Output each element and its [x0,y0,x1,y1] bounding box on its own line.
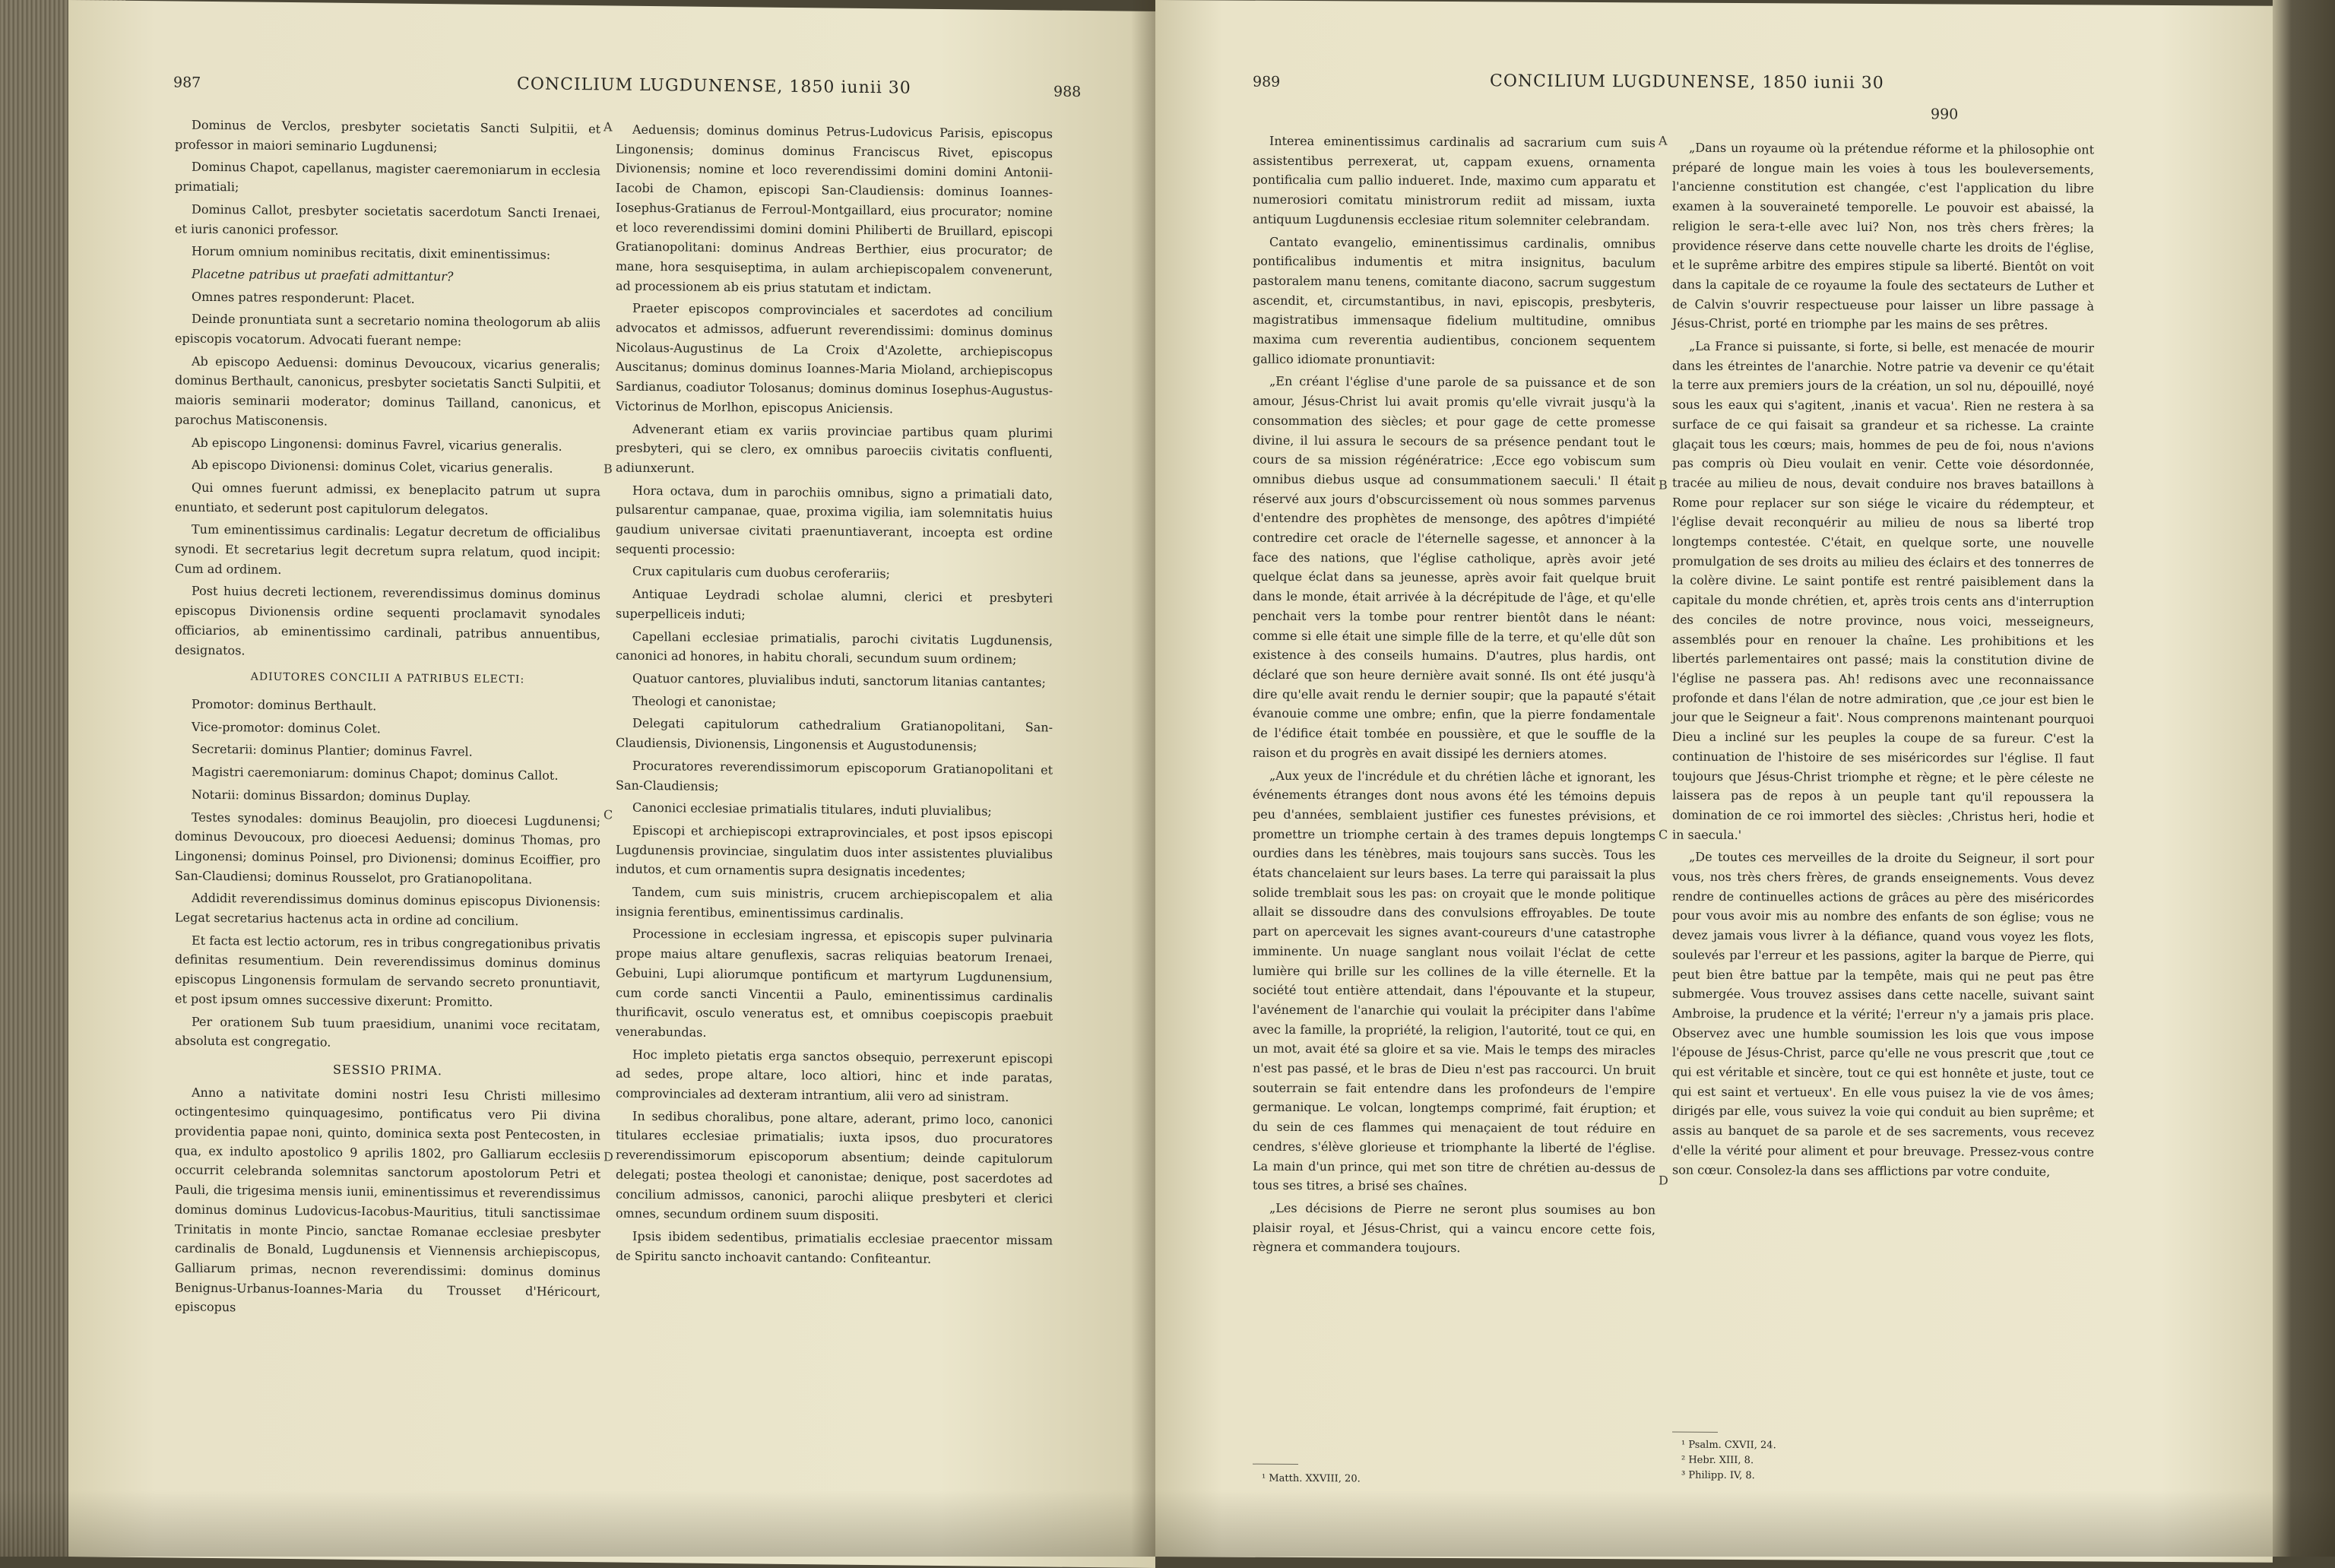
paragraph: Vice-promotor: dominus Colet. [192,719,381,736]
margin-letter-d: D [604,1149,613,1164]
footnotes-left-column [1262,1471,1566,1488]
paragraph: Antiquae Leydradi scholae alumni, clerici et presbyteri superpelliceis induti; [616,586,1053,622]
paragraph: Capellani ecclesiae primatialis, parochi civitatis Lugdunensis, canonici ad honores, in habitu chorali, secundum suum ordinem; [616,629,1053,667]
paragraph: Notarii: dominus Bissardon; dominus Duplay. [192,787,471,805]
paragraph: Processione in ecclesiam ingressa, et episcopis super pulvinaria prope maius altare genuflexis, sacras reliquias beatorum Irenaei, Gebuini, Lupi aliorumque pontificum et martyrum Lugdunensium, cum corde sancti Vincentii a Paulo, eminentissimus cardinalis thurificavit, osculo veneratus est, et omnibus coepiscopis praebuit venerabundas. [616,927,1053,1040]
margin-letter-a: A [1659,133,1668,148]
paragraph: Omnes patres responderunt: Placet. [192,289,415,306]
right-page [1155,0,2273,1563]
list-heading: ADIUTORES CONCILII A PATRIBUS ELECTI: [250,670,525,686]
footnote: ³ Philipp. IV, 8. [1681,1469,1755,1482]
paragraph: Post huius decreti lectionem, reverendissimus dominus dominus episcopus Divionensis ordine sequenti proclamavit synodales officiarios, ab eminentissimo cardinali, patribus annuentibus, designatos. [175,584,600,658]
margin-letter-b: B [604,461,613,477]
footnote-rule-right [1672,1432,1718,1433]
paragraph: Quatuor cantores, pluvialibus induti, sanctorum litanias cantantes; [632,670,1046,690]
page-number-987: 987 [173,74,201,91]
margin-letter-c: C [604,807,613,822]
paragraph: Procuratores reverendissimorum episcoporum Gratianopolitani et San-Claudiensis; [616,758,1053,794]
paragraph: Addidit reverendissimus dominus dominus episcopus Divionensis: Legat secretarius hactenus acta in ordine ad concilium. [175,891,600,929]
left-page [68,0,1155,1568]
paragraph: „Les décisions de Pierre ne seront plus soumises au bon plaisir royal, et Jésus-Christ, qui a vaincu encore cette fois, règnera et commandera toujours. [1253,1200,1655,1256]
page-bottom-shadow [0,1490,2335,1557]
paragraph: Aeduensis; dominus dominus Petrus-Ludovicus Parisis, episcopus Lingonensis; dominus dominus Franciscus Rivet, episcopus Divionensis; nomine et loco reverendissimi domini domini Antonii-Iacobi de Chamon, episcopi San-Claudiensis: dominus Ioannes-Iosephus-Gratianus de Ferroul-Montgaillard, eius procurator; nomine et loco reverendissimi domini domini Philiberti de Bruillard, episcopi Gratianopolitani: dominus Andreas Berthier, eius procurator; de mane, hora sesquiseptima, in aulam archiepiscopalem convenerunt, ad processionem ab eis prius statutam et indictam. [616,122,1053,296]
paragraph: „Aux yeux de l'incrédule et du chrétien lâche et ignorant, les événements étranges dont nous avons été les témoins depuis peu d'années, semblaient justifier ces funestes prévisions, et promettre un triomphe certain à des trames depuis longtemps ourdies dans les ténèbres, mais toujours sans succès. Tous les états chancelaient sur leurs bases. La terre qui paraissait la plus solide tremblait sous les pas: on croyait que le monde politique allait se dissoudre dans des convulsions effroyables. De toute part on apercevait les signes avant-coureurs d'une catastrophe imminente. Un nuage sanglant nous voilait l'éclat de cette lumière qui brille sur les collines de la ville éternelle. Et la société tout entière attendait, dans l'épouvante et la stupeur, l'avénement de l'anarchie qui voulait la précipiter dans l'abîme avec la famille, la propriété, la religion, l'autorité, tout ce qui, en un mot, avait été sa gloire et sa vie. Mais le temps des miracles n'est pas passé, et le bras de Dieu n'est pas raccourci. Un bruit souterrain se fait entendre dans les profondeurs de l'empire germanique. Le volcan, longtemps comprimé, fait éruption; et du sein de ces flammes qui menaçaient de tout réduire en cendres, s'élève glorieuse et triomphante la liberté de l'église. La main d'un prince, qui met son titre de chrétien au-dessus de tous ses titres, a brisé ses chaînes. [1253,768,1655,1194]
paragraph: Dominus Chapot, capellanus, magister caeremoniarum in ecclesia primatiali; [175,160,600,195]
right-page-column-2 [1672,138,2094,1185]
paragraph: Crux capitularis cum duobus ceroferariis; [632,564,890,581]
margin-letter-b: B [1659,477,1668,493]
paragraph: Magistri caeremoniarum: dominus Chapot; dominus Callot. [192,764,559,783]
paragraph: Praeter episcopos comprovinciales et sacerdotes ad concilium advocatos et admissos, adfuerunt reverendissimi: dominus dominus Nicolaus-Augustinus de La Croix d'Azolette, archiepiscopus Auscitanus; dominus dominus Ioannes-Maria Mioland, archiepiscopus Sardianus, coadiutor Tolosanus; dominus dominus Iosephus-Augustus-Victorinus de Morlhon, episcopus Aniciensis. [616,301,1053,417]
running-head-right: CONCILIUM LUGDUNENSE, 1850 iunii 30 [1490,71,1884,93]
paragraph: Tandem, cum suis ministris, crucem archiepiscopalem et alia insignia ferentibus, eminentissimus cardinalis. [616,884,1053,922]
paragraph: Anno a nativitate domini nostri Iesu Christi millesimo octingentesimo quinquagesimo, pontificatus vero Pii divina providentia papae noni, quinto, dominica sexta post Pentecosten, in qua, ex indulto apostolico 9 aprilis 1802, pro Galliarum ecclesiis occurrit celebranda solemnitas sanctorum apostolorum Petri et Pauli, die trigesima mensis iunii, eminentissimus et reverendissimus dominus dominus Ludovicus-Iacobus-Mauritius, tituli sanctissimae Trinitatis in monte Pincio, sanctae Romanae ecclesiae presbyter cardinalis de Bonald, Lugdunensis et Viennensis archiepiscopus, Galliarum primas, necnon reverendissimi: dominus dominus Benignus-Urbanus-Ioannes-Maria du Trousset d'Héricourt, episcopus [175,1085,600,1315]
paragraph: Interea eminentissimus cardinalis ad sacrarium cum suis assistentibus perrexerat, ut, cappam exuens, ornamenta pontificalia cum pallio indueret. Inde, maximo cum apparatu et numerosiori comitatu ministrorum rediit ad missam, iuxta antiquum Lugdunensis ecclesiae ritum solemniter celebrandam. [1253,133,1655,229]
paragraph: Hora octava, dum in parochiis omnibus, signo a primatiali dato, pulsarentur campanae, quae, proxima vigilia, iam solemnitatis huius gaudium universae civitati praenuntiaverant, incoepta est ordine sequenti processio: [616,483,1053,557]
paragraph: Ipsis ibidem sedentibus, primatialis ecclesiae praecentor missam de Spiritu sancto inchoavit cantando: Confiteantur. [616,1228,1053,1266]
paragraph: „Dans un royaume où la prétendue réforme et la philosophie ont préparé de longue main les voies à tous les bouleversements, l'ancienne constitution est changée, c'est l'application du libre examen à la souveraineté temporelle. Le pouvoir est abaissé, la religion le sera-t-elle avec lui? Non, nos très chers frères; la providence réserve dans cette nouvelle charte les droits de l'église, et le suprême arbitre des empires stipule sa liberté. Bientôt on voit dans la capitale de ce royaume la foule des sectateurs de Luther et de Calvin s'ouvrir respectueuse pour laisser un libre passage à Jésus-Christ, porté en triomphe par les mains de ses prêtres. [1672,140,2094,333]
paragraph: Horum omnium nominibus recitatis, dixit eminentissimus: [192,243,551,262]
paragraph: Secretarii: dominus Plantier; dominus Favrel. [192,742,473,759]
page-number-988: 988 [1053,83,1082,100]
paragraph: Canonici ecclesiae primatialis titulares, induti pluvialibus; [632,800,992,819]
paragraph: Tum eminentissimus cardinalis: Legatur decretum de officialibus synodi. Et secretarius legit decretum supra relatum, quod incipit: Cum ad ordinem. [175,522,600,577]
paragraph: Hoc impleto pietatis erga sanctos obsequio, perrexerunt episcopi ad sedes, prope altare, loco altiori, hinc et inde paratas, comprovinciales ad dexteram intrantium, alii vero ad sinistram. [616,1047,1053,1105]
footnote: ¹ Psalm. CXVII, 24. [1681,1439,1776,1452]
margin-letter-a: A [604,119,613,135]
page-number-989: 989 [1253,73,1281,90]
paragraph: Theologi et canonistae; [632,693,777,710]
paragraph: „De toutes ces merveilles de la droite du Seigneur, il sort pour vous, nos très chers frères, de grands enseignements. Vous devez rendre de continuelles actions de grâces au père des miséricordes pour vous avoir mis au nombre des enfants de son église; vous ne devez jamais vous livrer à la défiance, quand vous voyez les flots, soulevés par l'erreur et les passions, agiter la barque de Pierre, qui peut bien être battue par la tempête, mais qui ne peut pas être submergée. Vous trouvez assises dans cette nacelle, suivant saint Ambroise, la prudence et la vérité; l'erreur n'y a jamais pris place. Observez avec une humble soumission les lois que vous impose l'épouse de Jésus-Christ, parce qu'elle ne vous prescrit que ‚tout ce qui est véritable et sincère, tout ce qui est honnête et juste, tout ce qui est saint et vertueux'. En elle vous puisez la vie de vos âmes; dirigés par elle, vous suivez la voie qui conduit au bien suprême; et assis au banquet de sa parole et de ses sacrements, vous recevez d'elle la vérité pour aliment et pour breuvage. Pressez-vous contre son cœur. Consolez-la dans ses afflictions par votre conduite, [1672,849,2094,1179]
footnotes-right-column [1681,1438,1985,1485]
footnote: ² Hebr. XIII, 8. [1681,1454,1754,1467]
paragraph: Promotor: dominus Berthault. [192,696,377,714]
book-page-edges-right [2273,0,2335,1557]
paragraph: Et facta est lectio actorum, res in tribus congregationibus privatis definitas resumentium. Dein reverendissimus dominus dominus episcopus Lingonensis formulam de servando secreto pronuntiavit, et post ipsum omnes successive dixerunt: Promitto. [175,933,600,1009]
paragraph: In sedibus choralibus, pone altare, aderant, primo loco, canonici titulares ecclesiae primatialis; iuxta ipsos, duo procuratores reverendissimorum episcoporum absentium; deinde capitulorum delegati; postea theologi et canonistae; denique, post sacerdotes ad concilium admissos, canonici, parochi aliique presbyteri et clerici omnes, secundum ordinem suum dispositi. [616,1108,1053,1224]
paragraph: Cantato evangelio, eminentissimus cardinalis, omnibus pontificalibus indumentis et mitra insignitus, baculum pastoralem manu tenens, comitante diacono, sacrum suggestum ascendit, et, circumstantibus, in navi, episcopis, presbyteris, magistratibus immensaque fidelium multitudine, omnibus maxima cum reverentia audientibus, concionem sequentem gallico idiomate pronuntiavit: [1253,234,1655,367]
paragraph: Delegati capitulorum cathedralium Gratianopolitani, San-Claudiensis, Divionensis, Lingonensis et Augustodunensis; [616,716,1053,754]
paragraph: Ab episcopo Lingonensi: dominus Favrel, vicarius generalis. [192,435,562,454]
footnote: ¹ Matth. XXVIII, 20. [1262,1472,1361,1485]
margin-letter-d: D [1659,1173,1668,1188]
paragraph: Qui omnes fuerunt admissi, ex beneplacito patrum ut supra enuntiato, et sederunt post capitulorum delegatos. [175,480,600,518]
paragraph: Deinde pronuntiata sunt a secretario nomina theologorum ab aliis episcopis vocatorum. Advocati fuerant nempe: [175,312,600,349]
paragraph: Dominus de Verclos, presbyter societatis Sancti Sulpitii, et professor in maiori seminario Lugdunensi; [175,117,600,154]
margin-letter-c: C [1659,827,1668,842]
footnote-rule-left [1253,1464,1298,1465]
running-head-left: CONCILIUM LUGDUNENSE, 1850 iunii 30 [517,74,911,98]
left-page-column-2 [616,120,1053,1273]
paragraph: Advenerant etiam ex variis provinciae partibus quam plurimi presbyteri, qui se clero, ex omnibus paroeciis civitatis confluenti, adiunxerunt. [616,421,1053,476]
paragraph: Episcopi et archiepiscopi extraprovinciales, et post ipsos episcopi Lugdunensis provinciae, singulatim duos inter assistentes pluvialibus indutos, et cum ornamentis supra designatis incedentes; [616,822,1053,880]
right-page-column-1 [1253,131,1655,1262]
paragraph-italic: Placetne patribus ut praefati admittantur? [192,266,454,284]
page-number-990: 990 [1931,106,1959,123]
section-heading: SESSIO PRIMA. [333,1062,442,1079]
left-page-column-1 [175,115,600,1324]
paragraph: „La France si puissante, si forte, si belle, est menacée de mourir dans les étreintes de l'anarchie. Notre patrie va devenir ce qu'était la terre aux premiers jours de la création, un sol nu, dépouillé, noyé sous les eaux qui s'agitent, ‚inanis et vacua'. Rien ne restera à sa surface de ce qui faisait sa grandeur et sa richesse. La crainte glaçait tous les cœurs; mais, hommes de peu de foi, nous n'avions pas compris où Dieu voulait en venir. Cette voie désordonnée, tracée au milieu de nous, devait conduire nos braves bataillons à Rome pour replacer sur son siége le vicaire du rédempteur, et l'église devait reconquérir au milieu de nous sa liberté trop longtemps contestée. C'était, en quelque sorte, une nouvelle promulgation de ses droits au milieu des éclairs et des tonnerres de la colère divine. Le saint pontife est rentré paisiblement dans la capitale du monde chrétien, et, après trois cents ans d'interruption des conciles de notre province, nous voici, messeigneurs, assemblés pour en renouer la chaîne. Les prohibitions et les libertés parlementaires ont passé; mais la constitution divine de l'église ne passera pas. Ah! redisons avec une reconnaissance profonde et dans l'élan de notre admiration, que ‚ce jour est bien le jour que le Seigneur a fait'. Nous comprenons maintenant pourquoi Dieu a incliné sur les peuples la coupe de sa fureur. C'est la continuation de l'histoire de ses miséricordes sur l'église. Il faut toujours que Jésus-Christ triomphe et règne; et le père céleste ne laissera pas de repos à un peuple tant qu'il repoussera la domination de ce roi immortel des siècles: ‚Christus heri, hodie et in saecula.' [1672,338,2094,842]
paragraph: Per orationem Sub tuum praesidium, unanimi voce recitatam, absoluta est congregatio. [175,1014,600,1050]
paragraph: Testes synodales: dominus Beaujolin, pro dioecesi Lugdunensi; dominus Devoucoux, pro dioecesi Aeduensi; dominus Thomas, pro Lingonensi; dominus Poinsel, pro Divionensi; dominus Ecoiffier, pro San-Claudiensi; dominus Rousselot, pro Gratianopolitana. [175,809,600,887]
paragraph: „En créant l'église d'une parole de sa puissance et de son amour, Jésus-Christ lui avait promis qu'elle vivrait jusqu'à la consommation des siècles; et pour gage de cette promesse divine, il lui assura le secours de sa présence pendant tout le cours de sa mission régénératrice: ‚Ecce ego vobiscum sum omnibus diebus usque ad consummationem saeculi.' Il était réservé aux jours d'obscurcissement où nous sommes parvenus d'entendre des prophètes de mensonge, des apôtres d'impiété contredire cet oracle de l'éternelle sagesse, et annoncer à la face des nations, que l'église catholique, après avoir jeté quelque éclat dans sa jeunesse, après avoir fait quelque bruit dans le monde, était arrivée à la décrépitude de l'âge, et qu'elle penchait vers la tombe pour rentrer bientôt dans le néant: comme si elle était une simple fille de la terre, et qu'elle dût son existence à des conseils humains. D'autres, plus hardis, ont déclaré que son heure dernière avait sonné. Ils ont été jusqu'à dire qu'elle avait rendu le dernier soupir; que la papauté s'était évanouie comme une ombre; enfin, que la pierre fondamentale de l'édifice était tombée en poussière, et que le souffle de la raison et du progrès en avait dissipé les derniers atomes. [1253,374,1655,762]
paragraph: Ab episcopo Divionensi: dominus Colet, vicarius generalis. [192,457,553,476]
paragraph: Dominus Callot, presbyter societatis sacerdotum Sancti Irenaei, et iuris canonici professor. [175,201,600,238]
paragraph: Ab episcopo Aeduensi: dominus Devoucoux, vicarius generalis; dominus Berthault, canonicus, presbyter societatis Sancti Sulpitii, et maioris seminarii moderator; dominus Tailland, canonicus, et parochus Matisconensis. [175,353,600,429]
